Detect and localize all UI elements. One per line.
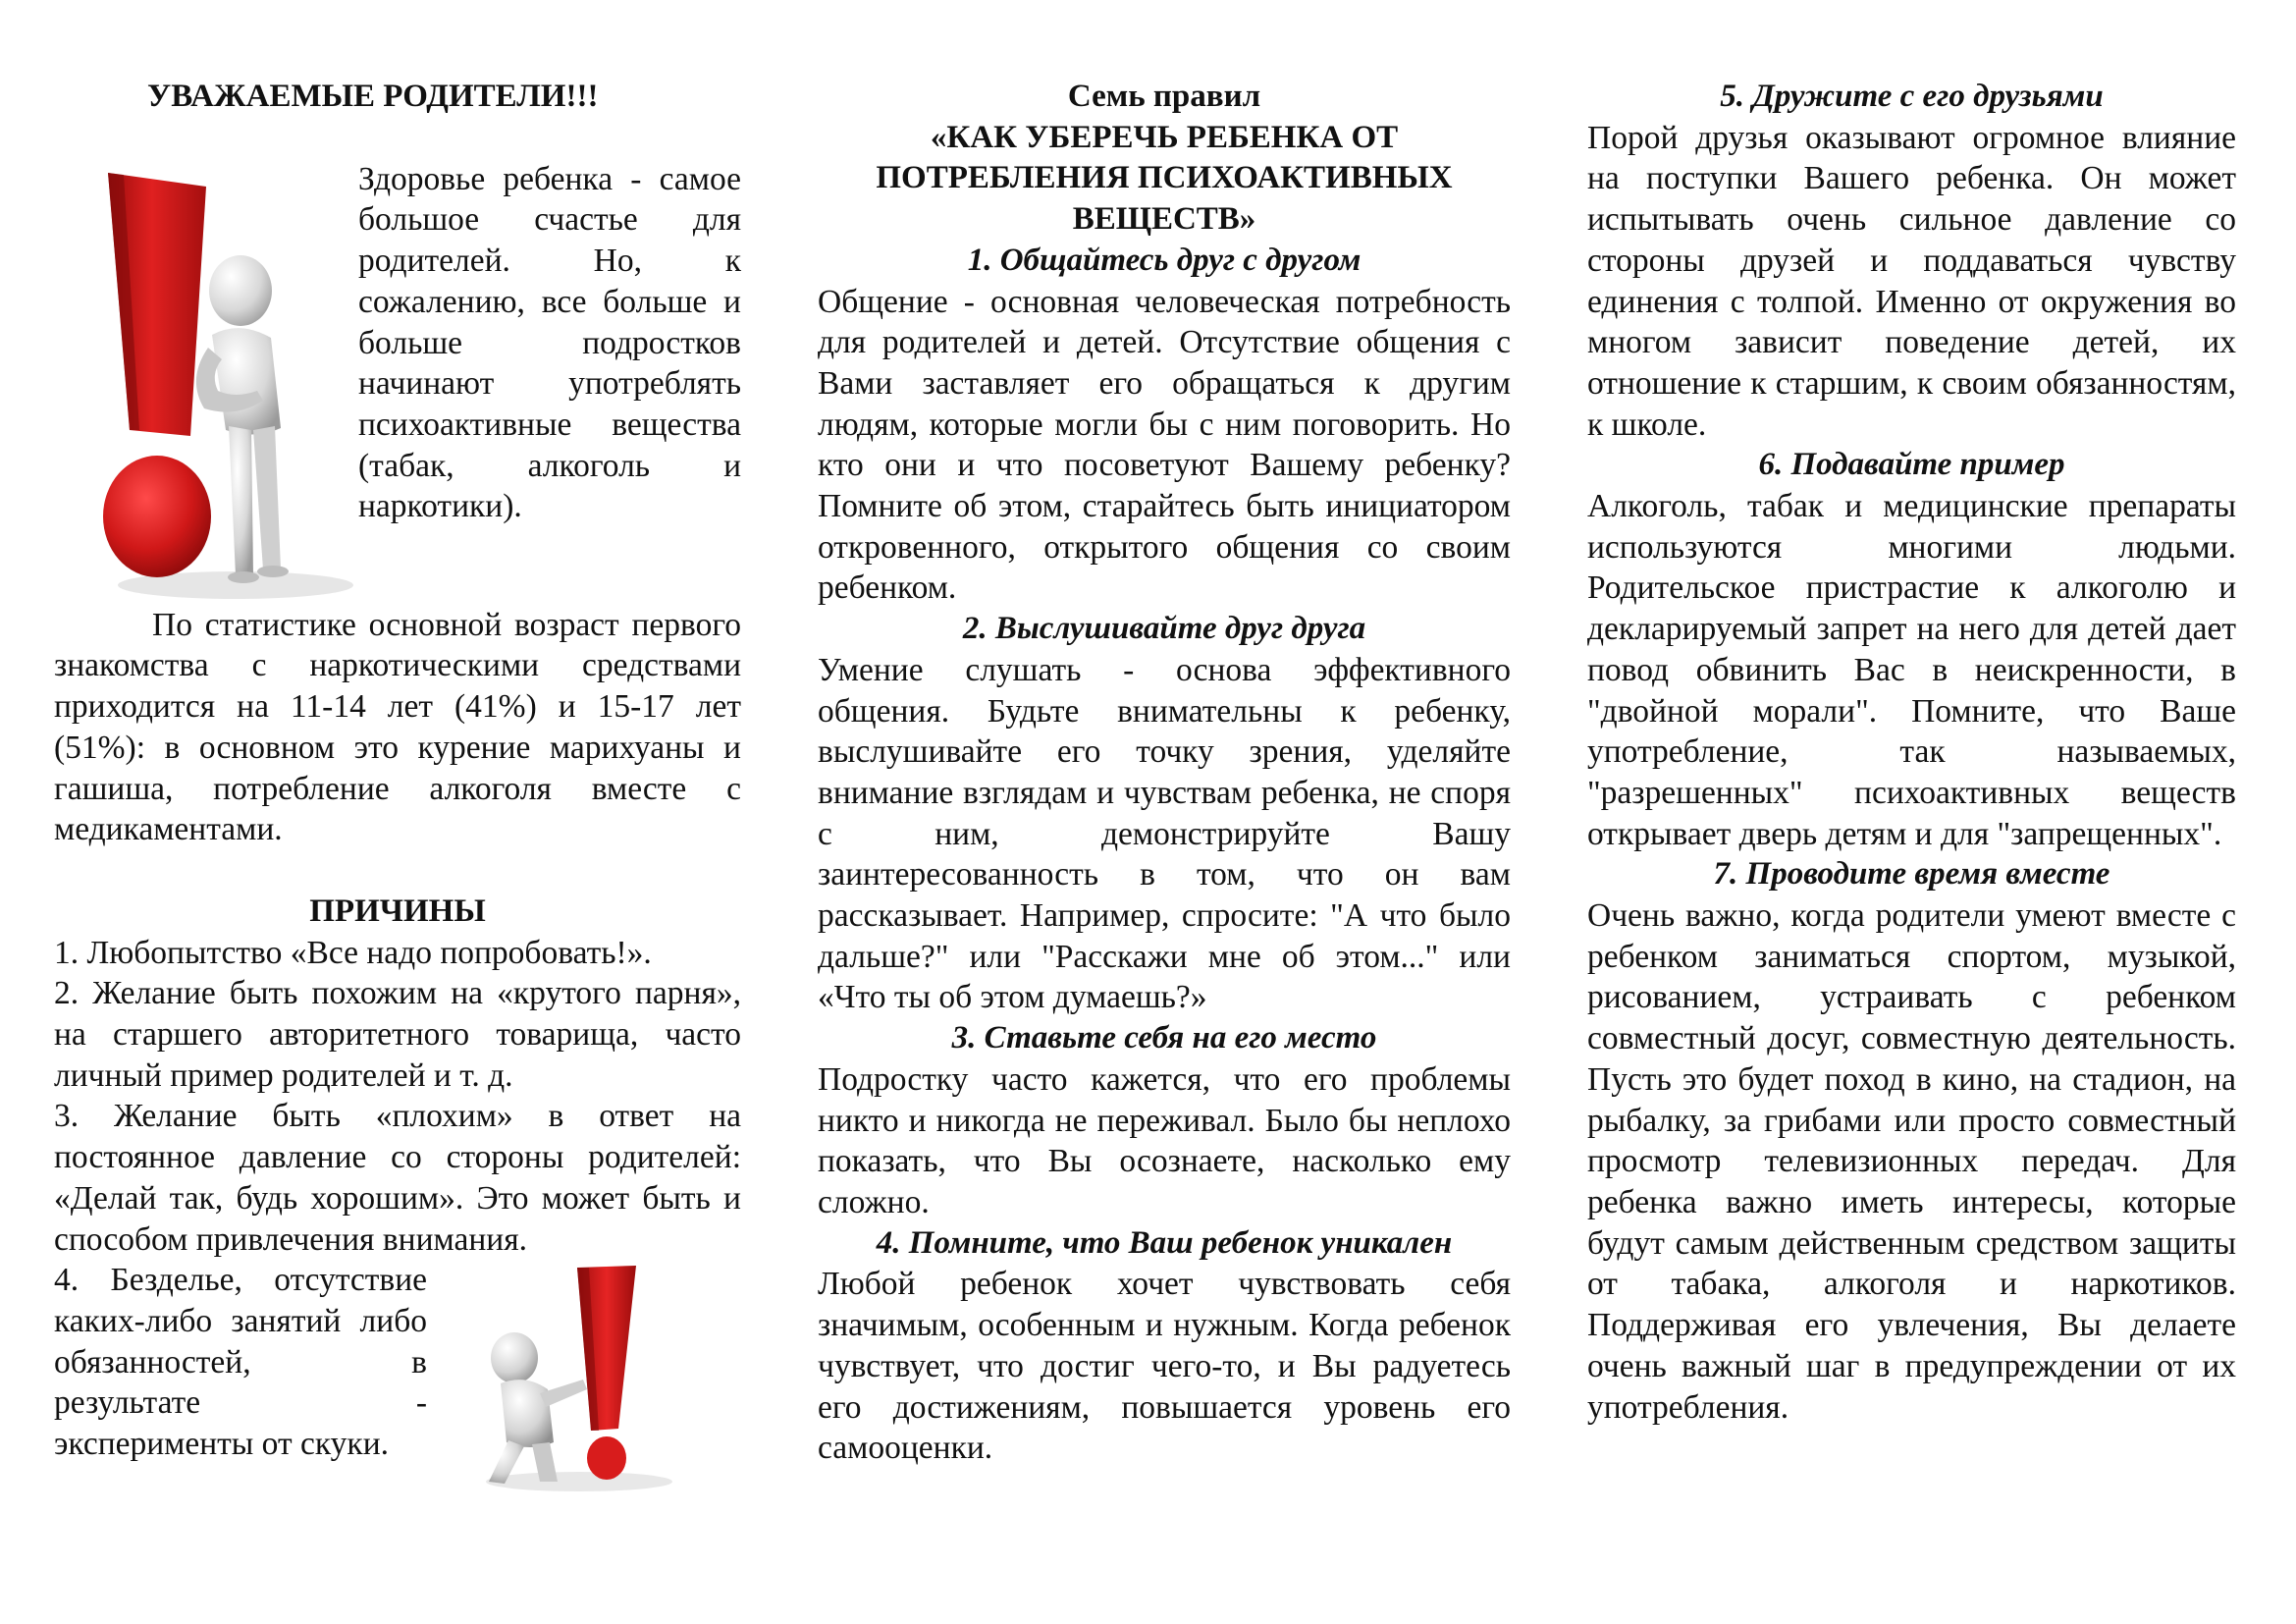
rules-title-line1: Семь правил xyxy=(1067,79,1261,114)
rule-text: Любой ребенок хочет чувствовать себя значимым, особенным и нужным. Когда ребенок чувствует, что достиг чего-то, и Вы радуетесь его достижениям, повышается уровень его самооценки. xyxy=(818,1266,1511,1467)
reason-item: 4. Безделье, отсутствие каких-либо занятий либо обязанностей, в результате - эксперименты от скуки. xyxy=(54,1262,427,1463)
rule-heading: 5. Дружите с его друзьями xyxy=(1720,79,2104,114)
intro-paragraph: Здоровье ребенка - самое большое счастье для родителей. Но, к сожалению, все больше и больше подростков начинают употреблять психоактивные вещества (табак, алкоголь и наркотики). xyxy=(358,160,741,525)
rule-heading: 4. Помните, что Ваш ребенок уникален xyxy=(876,1224,1453,1261)
rule-heading: 2. Выслушивайте друг друга xyxy=(962,611,1366,647)
reason-item: 2. Желание быть похожим на «крутого парня», на старшего авторитетного товарища, часто личный пример родителей и т. д. xyxy=(54,975,741,1094)
figure-pushing-exclamation-icon xyxy=(471,1264,682,1494)
rule-heading: 1. Общайтесь друг с другом xyxy=(967,242,1362,278)
rule-heading: 6. Подавайте пример xyxy=(1758,447,2065,483)
rule-text: Алкоголь, табак и медицинские препараты используются многими людьми. Родительское пристрастие к алкоголю и декларируемый запрет на него для детей дает повод обвинить Вас в неискренности, в "двойной морали". Помните, что Ваше употребление, так называемых, "разрешенных" психоактивных веществ открывает дверь детям и для "запрещенных". xyxy=(1587,488,2236,852)
column-middle xyxy=(818,77,1511,1469)
reasons-list xyxy=(54,933,741,1261)
rule-text: Очень важно, когда родители умеют вместе с ребенком заниматься спортом, музыкой, рисованием, устраивать с ребенком совместный досуг, совместную деятельность. Пусть это будет поход в кино, на стадион, на рыбалку, за грибами или просто совместный просмотр телевизионных передач. Для ребенка важно иметь интересы, которые будут самым действенным средством защиты от табака, алкоголя и наркотиков. Поддерживая его увлечения, Вы делаете очень важный шаг в предупреждении от их употребления. xyxy=(1587,897,2236,1426)
rules-title-line2: «КАК УБЕРЕЧЬ РЕБЕНКА ОТ ПОТРЕБЛЕНИЯ ПСИХОАКТИВНЫХ ВЕЩЕСТВ» xyxy=(876,119,1453,238)
rule-heading: 7. Проводите время вместе xyxy=(1713,856,2110,893)
reason-item: 3. Желание быть «плохим» в ответ на постоянное давление со стороны родителей: «Делай так, будь хорошим». Это может быть и способом привлечения внимания. xyxy=(54,1098,741,1258)
column-left xyxy=(54,77,741,1494)
reason-item: 1. Любопытство «Все надо попробовать!». xyxy=(54,934,652,971)
greeting-title: УВАЖАЕМЫЕ РОДИТЕЛИ!!! xyxy=(147,79,599,114)
column-right xyxy=(1587,77,2236,1428)
reasons-title: ПРИЧИНЫ xyxy=(309,893,486,929)
intro-row xyxy=(54,159,741,605)
rule-text: Общение - основная человеческая потребность для родителей и детей. Отсутствие общения с Вами заставляет его обращаться к другим людям, которые могли бы с ним поговорить. Но кто они и что посоветуют Вашему ребенку? Помните об этом, старайтесь быть инициатором откровенного, открытого общения со своим ребенком. xyxy=(818,283,1511,607)
rule-text: Подростку часто кажется, что его проблемы никто и никогда не переживал. Было бы неплохо показать, что Вы осознаете, насколько ему сложно. xyxy=(818,1060,1511,1220)
rule-text: Умение слушать - основа эффективного общения. Будьте внимательны к ребенку, выслушивайте его точку зрения, уделяйте внимание взглядам и чувствам ребенка, не споря с ним, демонстрируйте Вашу заинтересованность в том, что он вам рассказывает. Например, спросите: "А что было дальше?" или "Расскажи мне об этом..." или «Что ты об этом думаешь?» xyxy=(818,651,1511,1016)
rule-text: Порой друзья оказывают огромное влияние на поступки Вашего ребенка. Он может испытывать очень сильное давление со стороны друзей и поддаваться чувству единения с толпой. Именно от окружения во многом зависит поведение детей, их отношение к старшим, к своим обязанностям, к школе. xyxy=(1587,119,2236,443)
rule-heading: 3. Ставьте себя на его место xyxy=(951,1020,1377,1056)
reason-4-row xyxy=(54,1260,741,1494)
figure-leaning-on-exclamation-icon xyxy=(88,173,363,605)
statistics-paragraph: По статистике основной возраст первого знакомства с наркотическими средствами приходится на 11-14 лет (41%) и 15-17 лет (51%): в основном это курение марихуаны и гашиша, потребление алкоголя вместе с медикаментами. xyxy=(54,606,741,848)
